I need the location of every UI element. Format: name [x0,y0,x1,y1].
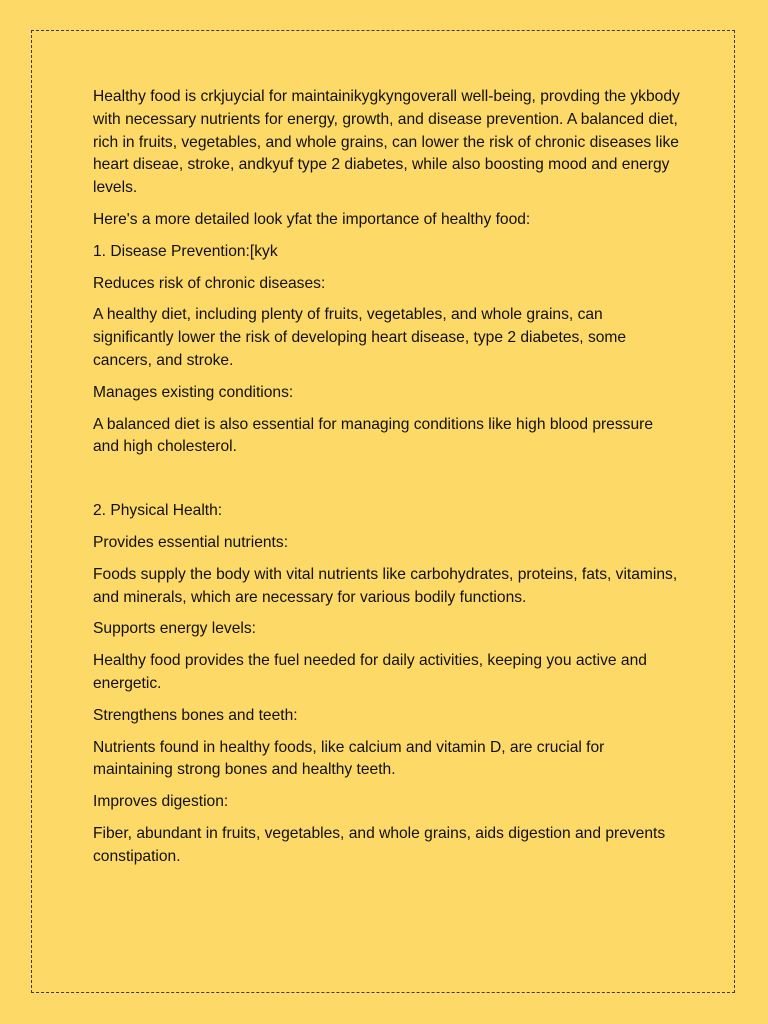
subheading-energy-levels: Supports energy levels: [93,620,256,638]
subheading-bones-teeth: Strengthens bones and teeth: [93,706,298,724]
paragraph-digestion: Fiber, abundant in fruits, vegetables, and whole grains, aids digestion and prevents constipation. [93,824,666,865]
subheading-digestion: Improves digestion: [93,793,229,811]
section-heading-physical-health: 2. Physical Health: [93,502,223,520]
paragraph-essential-nutrients: Foods supply the body with vital nutrients like carbohydrates, proteins, fats, vitamins, and minerals, which are necessary for various bodily functions. [93,565,678,606]
subheading-essential-nutrients: Provides essential nutrients: [93,533,289,551]
subheading-reduces-risk: Reduces risk of chronic diseases: [93,274,326,292]
subheading-manages-conditions: Manages existing conditions: [93,383,294,401]
document-body [93,86,683,878]
section-heading-disease-prevention: 1. Disease Prevention:[kyk [93,242,278,260]
paragraph-bones-teeth: Nutrients found in healthy foods, like calcium and vitamin D, are crucial for maintaining strong bones and healthy teeth. [93,738,605,779]
paragraph-energy-levels: Healthy food provides the fuel needed for daily activities, keeping you active and energetic. [93,652,647,692]
paragraph-manages-conditions: A balanced diet is also essential for managing conditions like high blood pressure and high cholesterol. [93,415,653,456]
paragraph-reduces-risk: A healthy diet, including plenty of fruits, vegetables, and whole grains, can significantly lower the risk of developing heart disease, type 2 diabetes, some cancers, and stroke. [93,306,627,369]
overview-line: Here's a more detailed look yfat the importance of healthy food: [93,210,531,228]
intro-paragraph: Healthy food is crkjuycial for maintainikygkyngoverall well-being, provding the ykbody with necessary nutrients for energy, growth, and disease prevention. A balanced diet, rich in fruits, vegetables, and whole grains, can lower the risk of chronic diseases like heart diseae, stroke, andkyuf type 2 diabetes, while also boosting mood and energy levels. [93,88,680,197]
